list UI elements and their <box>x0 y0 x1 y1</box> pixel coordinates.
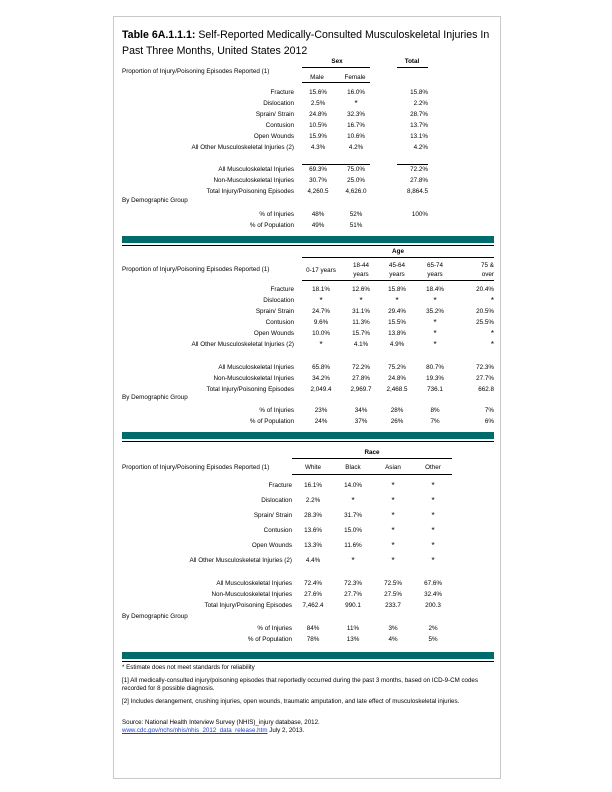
table-row <box>122 496 494 506</box>
table-cell: 2.2% <box>305 497 321 504</box>
summary-rule <box>397 164 428 165</box>
table-cell: 11% <box>346 625 360 632</box>
sex-group-header: Sex <box>331 58 343 65</box>
table-cell: 13.3% <box>304 542 322 549</box>
table-row-label: All Other Musculoskeletal Injuries (2) <box>191 144 294 151</box>
table-cell: 18.1% <box>312 286 330 293</box>
age-group-underline <box>302 257 494 258</box>
table-cell: * <box>490 296 494 305</box>
table-cell: 736.1 <box>427 386 443 393</box>
summary-rule <box>302 164 370 165</box>
table-cell: * <box>431 526 435 535</box>
table-cell: * <box>433 296 437 305</box>
table-cell: 2.5% <box>310 100 326 107</box>
table-cell: 4.2% <box>348 144 364 151</box>
total-cell: 15.8% <box>410 89 428 96</box>
table-cell: * <box>351 496 355 505</box>
demographic-row-label: % of Population <box>249 418 294 425</box>
table-cell: * <box>351 556 355 565</box>
table-cell: 233.7 <box>385 602 401 609</box>
demographic-row <box>122 624 494 634</box>
table-cell: 15.8% <box>388 286 406 293</box>
table-cell: * <box>391 556 395 565</box>
source-text: Source: National Health Interview Survey (NHIS)_injury database, 2012. <box>122 719 320 726</box>
table-cell: 72.4% <box>304 580 322 587</box>
race-section <box>122 449 494 643</box>
table-cell: 12.6% <box>352 286 370 293</box>
footnote-star: * Estimate does not meet standards for reliability <box>122 664 255 671</box>
table-cell: 20.5% <box>476 308 494 315</box>
table-cell: 25.5% <box>476 319 494 326</box>
table-cell: 15.7% <box>352 330 370 337</box>
table-cell: 32.4% <box>424 591 442 598</box>
table-cell: 32.3% <box>347 111 365 118</box>
table-cell: 27.7% <box>476 375 494 382</box>
table-cell: * <box>431 511 435 520</box>
demographic-group-label: By Demographic Group <box>122 394 188 401</box>
table-cell: 27.6% <box>304 591 322 598</box>
table-cell: 48% <box>311 211 325 218</box>
table-row <box>122 526 494 536</box>
total-cell: 28.7% <box>410 111 428 118</box>
footnote-1: [1] All medically-consulted injury/poisoning episodes that reportedly occurred during the past 3 months, based on ICD-9-CM codes recorded for 8 possible diagnosis. <box>122 677 478 693</box>
table-row-label: Dislocation <box>263 100 294 107</box>
age-col-header: years <box>427 271 443 278</box>
table-row-label: Contusion <box>265 122 294 129</box>
table-cell: 8% <box>430 407 440 414</box>
table-cell: 34.2% <box>312 375 330 382</box>
table-cell: 23% <box>314 407 328 414</box>
demographic-row <box>122 210 494 220</box>
table-row <box>122 110 494 120</box>
summary-row <box>122 165 494 175</box>
table-row-label: Contusion <box>265 319 294 326</box>
demographic-row <box>122 221 494 231</box>
table-cell: 72.3% <box>476 364 494 371</box>
table-row <box>122 340 494 350</box>
table-cell: 4,626.0 <box>345 188 367 195</box>
table-cell: * <box>431 496 435 505</box>
summary-row-label: Non-Musculoskeletal Injuries <box>211 591 292 598</box>
table-row <box>122 541 494 551</box>
table-cell: 10.5% <box>309 122 327 129</box>
summary-row-label: Non-Musculoskeletal Injuries <box>213 375 294 382</box>
race-group-header: Race <box>364 449 380 456</box>
table-cell: * <box>433 329 437 338</box>
age-section <box>122 248 494 426</box>
demographic-row-label: % of Population <box>249 222 294 229</box>
table-cell: 31.7% <box>344 512 362 519</box>
race-col-header: Other <box>425 464 441 471</box>
table-cell: 18.4% <box>426 286 444 293</box>
table-cell: 24.8% <box>388 375 406 382</box>
total-cell: 27.8% <box>410 177 428 184</box>
table-cell: 2,468.5 <box>386 386 408 393</box>
table-cell: * <box>319 296 323 305</box>
summary-row <box>122 176 494 186</box>
table-cell: * <box>391 541 395 550</box>
table-row-label: Dislocation <box>263 297 294 304</box>
age-col-header: 75 & <box>481 262 494 269</box>
race-row-header: Proportion of Injury/Poisoning Episodes Reported (1) <box>122 464 270 471</box>
table-cell: 2,049.4 <box>310 386 332 393</box>
table-cell: 4% <box>388 636 398 643</box>
table-row-label: Fracture <box>270 89 294 96</box>
table-cell: 4.9% <box>389 341 405 348</box>
table-title <box>122 27 494 59</box>
demographic-row <box>122 635 494 645</box>
table-cell: 11.3% <box>352 319 370 326</box>
table-cell: 75.2% <box>388 364 406 371</box>
age-header-rule <box>302 280 494 281</box>
table-cell: 4,260.5 <box>307 188 329 195</box>
section-divider-bar <box>122 236 494 243</box>
table-cell: 24% <box>314 418 328 425</box>
summary-row <box>122 187 494 197</box>
demographic-group-label: By Demographic Group <box>122 613 188 620</box>
summary-row-label: Total Injury/Poisoning Episodes <box>206 188 294 195</box>
table-cell: 2,969.7 <box>350 386 372 393</box>
table-cell: 72.2% <box>352 364 370 371</box>
table-cell: 31.1% <box>352 308 370 315</box>
sex-row-header: Proportion of Injury/Poisoning Episodes Reported (1) <box>122 68 270 75</box>
table-cell: 29.4% <box>388 308 406 315</box>
table-cell: 52% <box>349 211 363 218</box>
table-cell: 7% <box>430 418 440 425</box>
table-cell: 15.5% <box>388 319 406 326</box>
age-group-header: Age <box>392 248 404 255</box>
demographic-row-label: % of Injuries <box>257 625 292 632</box>
table-row-label: Open Wounds <box>253 330 294 337</box>
summary-row-label: All Musculoskeletal Injuries <box>216 580 292 587</box>
table-row <box>122 318 494 328</box>
table-cell: 20.4% <box>476 286 494 293</box>
table-cell: * <box>490 329 494 338</box>
demographic-row-label: % of Injuries <box>259 211 294 218</box>
table-row-label: All Other Musculoskeletal Injuries (2) <box>189 557 292 564</box>
demographic-row-label: % of Population <box>247 636 292 643</box>
demographic-row <box>122 417 494 427</box>
table-cell: * <box>359 296 363 305</box>
section-divider-rule <box>122 245 494 246</box>
race-header-rule <box>292 474 452 475</box>
age-col-header: years <box>389 271 405 278</box>
table-cell: 72.3% <box>344 580 362 587</box>
table-cell: 84% <box>306 625 320 632</box>
table-cell: 16.7% <box>347 122 365 129</box>
total-header: Total <box>404 58 420 65</box>
age-col-header: years <box>353 271 369 278</box>
summary-row-label: Total Injury/Poisoning Episodes <box>204 602 292 609</box>
source-link[interactable]: www.cdc.gov/nchs/nhis/nhis_2012_data_release.htm <box>122 727 268 735</box>
demographic-group-label: By Demographic Group <box>122 197 188 204</box>
table-row-label: Sprain/ Strain <box>255 308 294 315</box>
table-cell: 27.7% <box>344 591 362 598</box>
table-row <box>122 511 494 521</box>
table-cell: * <box>431 556 435 565</box>
table-cell: 15.0% <box>344 527 362 534</box>
table-cell: 25.0% <box>347 177 365 184</box>
table-cell: 9.6% <box>313 319 329 326</box>
table-row-label: Fracture <box>268 482 292 489</box>
table-cell: 16.1% <box>304 482 322 489</box>
race-col-header: White <box>304 464 322 471</box>
table-cell: 15.9% <box>309 133 327 140</box>
table-cell: 662.8 <box>478 386 494 393</box>
table-cell: 28% <box>390 407 404 414</box>
table-cell: * <box>431 541 435 550</box>
table-row-label: Sprain/ Strain <box>255 111 294 118</box>
section-divider-rule <box>122 441 494 442</box>
table-row <box>122 556 494 566</box>
table-cell: 80.7% <box>426 364 444 371</box>
summary-row <box>122 363 494 373</box>
table-cell: 28.3% <box>304 512 322 519</box>
summary-row <box>122 374 494 384</box>
table-row-label: Contusion <box>263 527 292 534</box>
demographic-row-label: % of Injuries <box>259 407 294 414</box>
total-cell: 72.2% <box>410 166 428 173</box>
age-col-header: 65-74 <box>426 262 444 269</box>
table-row <box>122 143 494 153</box>
table-cell: 24.8% <box>309 111 327 118</box>
demographic-row <box>122 406 494 416</box>
table-cell: 37% <box>354 418 368 425</box>
table-cell: 19.3% <box>426 375 444 382</box>
table-row-label: Sprain/ Strain <box>253 512 292 519</box>
table-cell: 10.0% <box>312 330 330 337</box>
source-note <box>122 719 494 736</box>
table-row <box>122 307 494 317</box>
table-cell: 200.3 <box>425 602 441 609</box>
table-cell: 24.7% <box>312 308 330 315</box>
table-title-text: Self-Reported Medically-Consulted Musculoskeletal Injuries In Past Three Months, United States 2012 <box>122 29 490 57</box>
table-cell: 27.8% <box>352 375 370 382</box>
sex-group-underline <box>302 67 370 68</box>
table-cell: 13.6% <box>304 527 322 534</box>
table-cell: * <box>433 340 437 349</box>
total-cell: 2.2% <box>413 100 428 107</box>
table-cell: 27.5% <box>384 591 402 598</box>
table-cell: * <box>391 496 395 505</box>
table-row <box>122 99 494 109</box>
table-cell: 990.1 <box>345 602 361 609</box>
summary-row <box>122 590 494 600</box>
total-cell: 13.1% <box>410 133 428 140</box>
summary-row <box>122 579 494 589</box>
table-cell: 35.2% <box>426 308 444 315</box>
table-cell: 30.7% <box>309 177 327 184</box>
footnote-2: [2] Includes derangement, crushing injuries, open wounds, traumatic amputation, and late effect of musculoskeletal injuries. <box>122 698 460 705</box>
race-col-header: Black <box>345 464 361 471</box>
table-cell: * <box>354 99 358 108</box>
summary-row-label: All Musculoskeletal Injuries <box>218 364 294 371</box>
age-col-header: 0-17 years <box>306 267 336 274</box>
table-cell: * <box>395 296 399 305</box>
table-cell: 7% <box>484 407 494 414</box>
table-cell: 34% <box>354 407 368 414</box>
table-cell: * <box>391 481 395 490</box>
table-cell: 10.6% <box>347 133 365 140</box>
table-cell: 65.8% <box>312 364 330 371</box>
table-cell: 4.3% <box>310 144 326 151</box>
table-cell: * <box>433 318 437 327</box>
table-cell: 75.0% <box>347 166 365 173</box>
age-row-header: Proportion of Injury/Poisoning Episodes Reported (1) <box>122 266 270 273</box>
summary-row-label: All Musculoskeletal Injuries <box>218 166 294 173</box>
total-cell: 8,864.5 <box>406 188 428 195</box>
section-divider-bar <box>122 432 494 439</box>
table-cell: 78% <box>306 636 320 643</box>
table-row <box>122 329 494 339</box>
table-cell: 3% <box>388 625 398 632</box>
table-cell: * <box>391 526 395 535</box>
table-cell: 16.0% <box>347 89 365 96</box>
table-row <box>122 121 494 131</box>
table-cell: 49% <box>311 222 325 229</box>
age-col-header: 18-44 <box>352 262 370 269</box>
table-cell: 6% <box>484 418 494 425</box>
race-group-underline <box>292 458 452 459</box>
table-cell: * <box>431 481 435 490</box>
table-cell: 4.1% <box>353 341 369 348</box>
table-cell: 13% <box>346 636 360 643</box>
table-row-label: Dislocation <box>261 497 292 504</box>
total-cell: 13.7% <box>410 122 428 129</box>
section-divider-bar <box>122 652 494 659</box>
table-cell: 4.4% <box>305 557 321 564</box>
table-cell: 2% <box>428 625 438 632</box>
table-row-label: All Other Musculoskeletal Injuries (2) <box>191 341 294 348</box>
table-row <box>122 296 494 306</box>
table-cell: 69.3% <box>309 166 327 173</box>
age-col-header: over <box>481 271 494 278</box>
table-cell: 51% <box>349 222 363 229</box>
table-row-label: Open Wounds <box>253 133 294 140</box>
table-row-label: Fracture <box>270 286 294 293</box>
table-row <box>122 132 494 142</box>
table-row <box>122 285 494 295</box>
col-header-female: Female <box>344 74 366 81</box>
table-cell: 7,462.4 <box>302 602 324 609</box>
table-cell: 13.8% <box>388 330 406 337</box>
total-cell: 100% <box>411 211 428 218</box>
table-row <box>122 88 494 98</box>
table-cell: * <box>391 511 395 520</box>
sex-header-rule <box>302 82 370 83</box>
table-cell: 72.5% <box>384 580 402 587</box>
table-cell: 11.6% <box>344 542 362 549</box>
source-date: July 2, 2013. <box>267 727 305 735</box>
race-col-header: Asian <box>385 464 401 471</box>
summary-row-label: Non-Musculoskeletal Injuries <box>213 177 294 184</box>
table-row <box>122 481 494 491</box>
table-cell: 67.6% <box>424 580 442 587</box>
summary-row <box>122 601 494 611</box>
section-divider-rule <box>122 661 494 662</box>
col-header-male: Male <box>310 74 324 81</box>
total-cell: 4.2% <box>413 144 428 151</box>
summary-row-label: Total Injury/Poisoning Episodes <box>206 386 294 393</box>
age-col-header: 45-64 <box>388 262 406 269</box>
table-cell: 15.6% <box>309 89 327 96</box>
table-cell: 14.0% <box>344 482 362 489</box>
table-row-label: Open Wounds <box>251 542 292 549</box>
table-cell: 26% <box>390 418 404 425</box>
table-cell: * <box>490 340 494 349</box>
sex-section <box>122 58 494 234</box>
total-underline <box>397 67 428 68</box>
table-cell: 5% <box>428 636 438 643</box>
table-number: Table 6A.1.1.1: <box>122 29 196 41</box>
table-cell: * <box>319 340 323 349</box>
